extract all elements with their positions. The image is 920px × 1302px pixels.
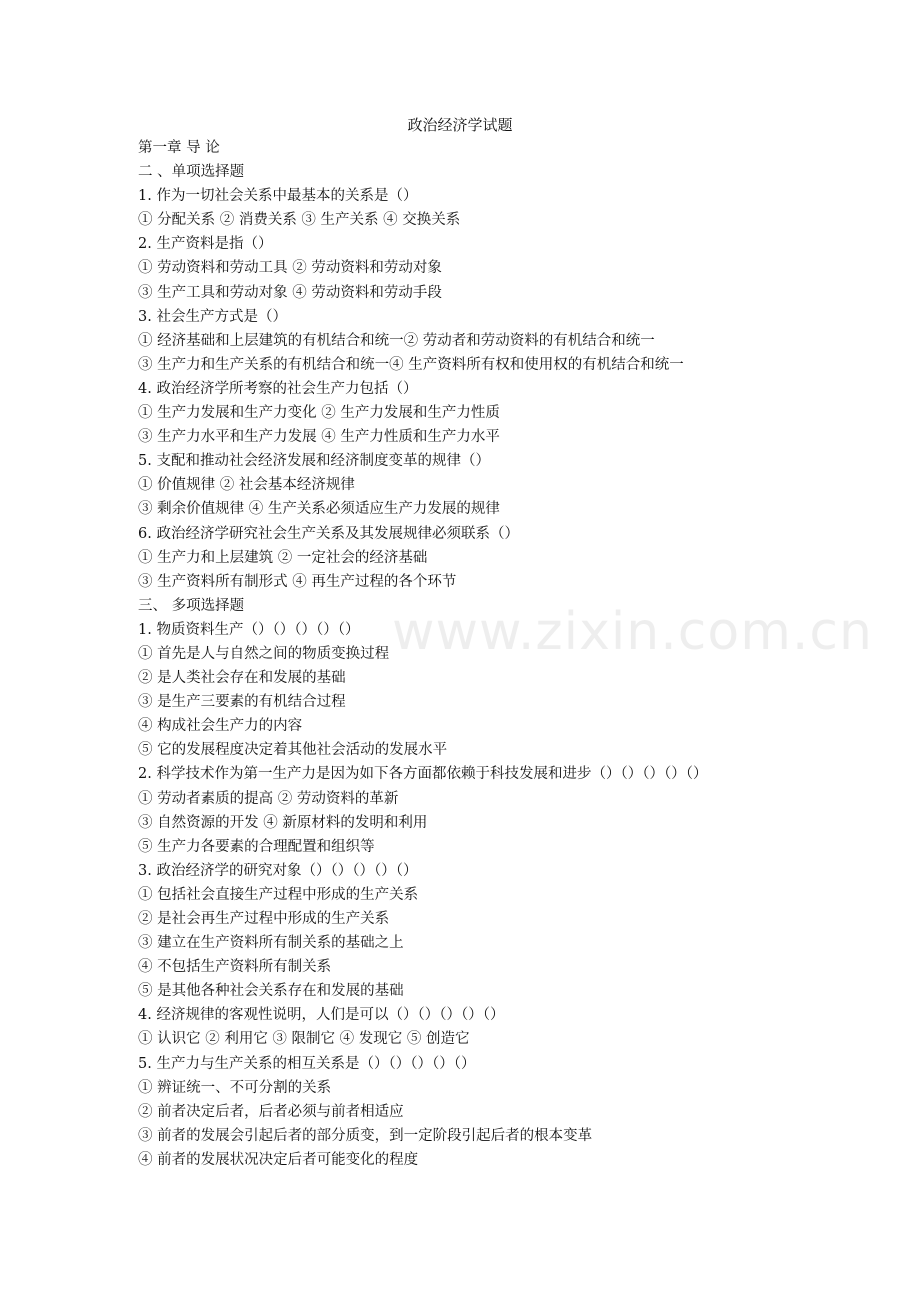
text-line: ② 是人类社会存在和发展的基础 [138, 670, 346, 687]
text-line: ③ 生产工具和劳动对象 ④ 劳动资料和劳动手段 [138, 284, 442, 301]
text-line: 1. 作为一切社会关系中最基本的关系是（） [138, 188, 418, 205]
text-line: 1. 物质资料生产（）（）（）（）（） [138, 621, 360, 638]
text-line: 4. 政治经济学所考察的社会生产力包括（） [138, 380, 418, 397]
text-line: ③ 是生产三要素的有机结合过程 [138, 694, 346, 711]
text-line: 3. 政治经济学的研究对象（）（）（）（）（） [138, 862, 418, 879]
text-line: ② 前者决定后者，后者必须与前者相适应 [138, 1103, 404, 1120]
text-line: ① 包括社会直接生产过程中形成的生产关系 [138, 886, 419, 903]
text-line: ⑤ 是其他各种社会关系存在和发展的基础 [138, 983, 404, 1000]
text-line: 3. 社会生产方式是（） [138, 308, 287, 325]
text-line: ③ 建立在生产资料所有制关系的基础之上 [138, 935, 404, 952]
text-line: ④ 构成社会生产力的内容 [138, 718, 303, 735]
text-line: ① 生产力和上层建筑 ② 一定社会的经济基础 [138, 549, 428, 566]
text-line: 三、 多项选择题 [138, 597, 245, 614]
watermark: www.zixin.com.cn [392, 602, 873, 662]
document-body [138, 136, 798, 1172]
text-line: ③ 生产资料所有制形式 ④ 再生产过程的各个环节 [138, 573, 457, 590]
text-line: 2. 生产资料是指（） [138, 236, 273, 253]
text-line: ② 是社会再生产过程中形成的生产关系 [138, 911, 390, 927]
text-line: ① 辨证统一、不可分割的关系 [138, 1079, 332, 1096]
text-line: 4. 经济规律的客观性说明，人们是可以（）（）（）（）（） [138, 1007, 505, 1024]
text-line: ③ 前者的发展会引起后者的部分质变，到一定阶段引起后者的根本变革 [138, 1127, 593, 1144]
text-line: 5. 支配和推动社会经济发展和经济制度变革的规律（） [138, 453, 490, 470]
text-line: ① 首先是人与自然之间的物质变换过程 [138, 645, 390, 662]
text-line: 第一章 导 论 [138, 140, 220, 156]
text-line: ① 劳动资料和劳动工具 ② 劳动资料和劳动对象 [138, 260, 442, 277]
text-line: ④ 不包括生产资料所有制关系 [138, 959, 332, 976]
document-title: 政治经济学试题 [407, 116, 513, 134]
text-line: ③ 生产力和生产关系的有机结合和统一④ 生产资料所有权和使用权的有机结合和统一 [138, 356, 684, 373]
text-line: ① 劳动者素质的提高 ② 劳动资料的革新 [138, 790, 399, 807]
text-line: ⑤ 它的发展程度决定着其他社会活动的发展水平 [138, 742, 448, 759]
text-line: ⑤ 生产力各要素的合理配置和组织等 [138, 838, 375, 855]
text-line: 6. 政治经济学研究社会生产关系及其发展规律必须联系（） [138, 525, 519, 542]
text-line: 2. 科学技术作为第一生产力是因为如下各方面都依赖于科技发展和进步（）（）（）（）（） [138, 766, 708, 783]
text-line: ① 价值规律 ② 社会基本经济规律 [138, 477, 355, 494]
text-line: 5. 生产力与生产关系的相互关系是（）（）（）（）（） [138, 1055, 476, 1072]
text-line: ④ 前者的发展状况决定后者可能变化的程度 [138, 1151, 419, 1168]
text-line: ① 经济基础和上层建筑的有机结合和统一② 劳动者和劳动资料的有机结合和统一 [138, 332, 655, 349]
text-line: 二 、单项选择题 [138, 164, 245, 181]
text-line: ③ 剩余价值规律 ④ 生产关系必须适应生产力发展的规律 [138, 501, 500, 518]
text-line: ③ 自然资源的开发 ④ 新原材料的发明和利用 [138, 814, 428, 831]
text-line: ③ 生产力水平和生产力发展 ④ 生产力性质和生产力水平 [138, 429, 500, 446]
text-line: ① 认识它 ② 利用它 ③ 限制它 ④ 发现它 ⑤ 创造它 [138, 1031, 470, 1048]
text-line: ① 生产力发展和生产力变化 ② 生产力发展和生产力性质 [138, 405, 500, 422]
text-line: ① 分配关系 ② 消费关系 ③ 生产关系 ④ 交换关系 [138, 212, 461, 229]
